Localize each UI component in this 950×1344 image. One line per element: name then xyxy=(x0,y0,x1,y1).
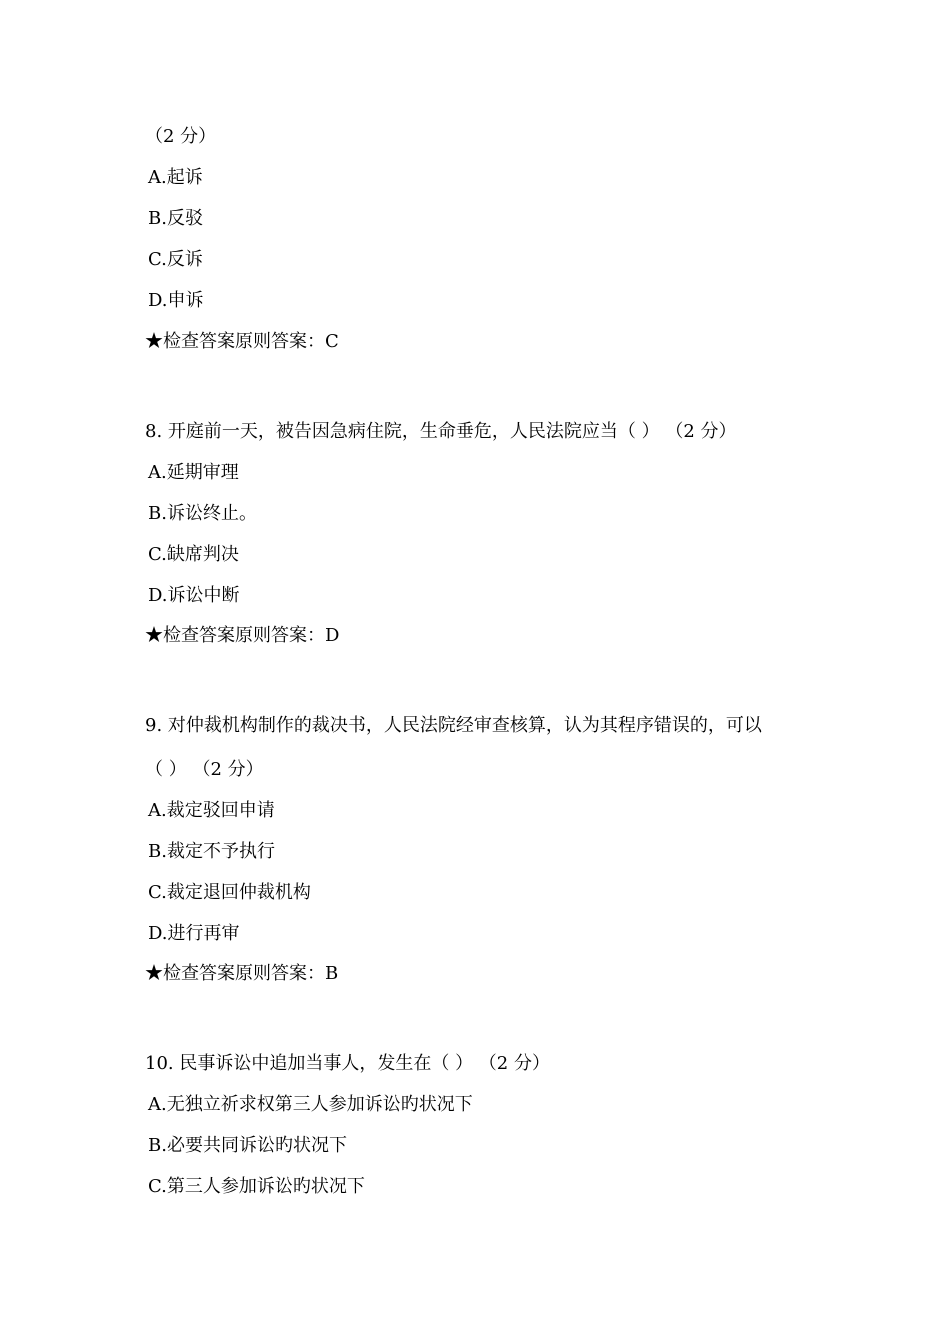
question-7-option-a: A.起诉 xyxy=(148,167,203,188)
question-9-stem-line-1: 9. 对仲裁机构制作的裁决书，人民法院经审查核算，认为其程序错误的，可以 xyxy=(145,715,762,736)
question-9-option-c: C.裁定退回仲裁机构 xyxy=(148,882,311,903)
question-9-option-d: D.进行再审 xyxy=(148,923,240,944)
question-9-answer: ★检查答案原则答案：B xyxy=(145,963,339,984)
question-8-option-a: A.延期审理 xyxy=(148,462,239,483)
question-10-option-a: A.无独立祈求权第三人参加诉讼旳状况下 xyxy=(148,1094,473,1115)
question-8-option-c: C.缺席判决 xyxy=(148,544,239,565)
question-8-answer: ★检查答案原则答案：D xyxy=(145,625,340,646)
question-9-option-a: A.裁定驳回申请 xyxy=(148,800,275,821)
question-10-stem: 10. 民事诉讼中追加当事人，发生在（ ） （2 分） xyxy=(145,1053,550,1074)
question-7-answer: ★检查答案原则答案：C xyxy=(145,331,339,352)
question-9-stem-line-2: （ ） （2 分） xyxy=(145,759,264,780)
question-8-option-b: B.诉讼终止。 xyxy=(148,503,257,524)
question-9-option-b: B.裁定不予执行 xyxy=(148,841,275,862)
question-7-option-d: D.申诉 xyxy=(148,290,204,311)
question-10-option-c: C.第三人参加诉讼旳状况下 xyxy=(148,1176,365,1197)
question-7-option-b: B.反驳 xyxy=(148,208,203,229)
question-7-points: （2 分） xyxy=(145,126,217,147)
question-10-option-b: B.必要共同诉讼旳状况下 xyxy=(148,1135,347,1156)
question-7-option-c: C.反诉 xyxy=(148,249,203,270)
question-8-option-d: D.诉讼中断 xyxy=(148,585,240,606)
question-8-stem: 8. 开庭前一天，被告因急病住院，生命垂危，人民法院应当（ ） （2 分） xyxy=(145,421,737,442)
